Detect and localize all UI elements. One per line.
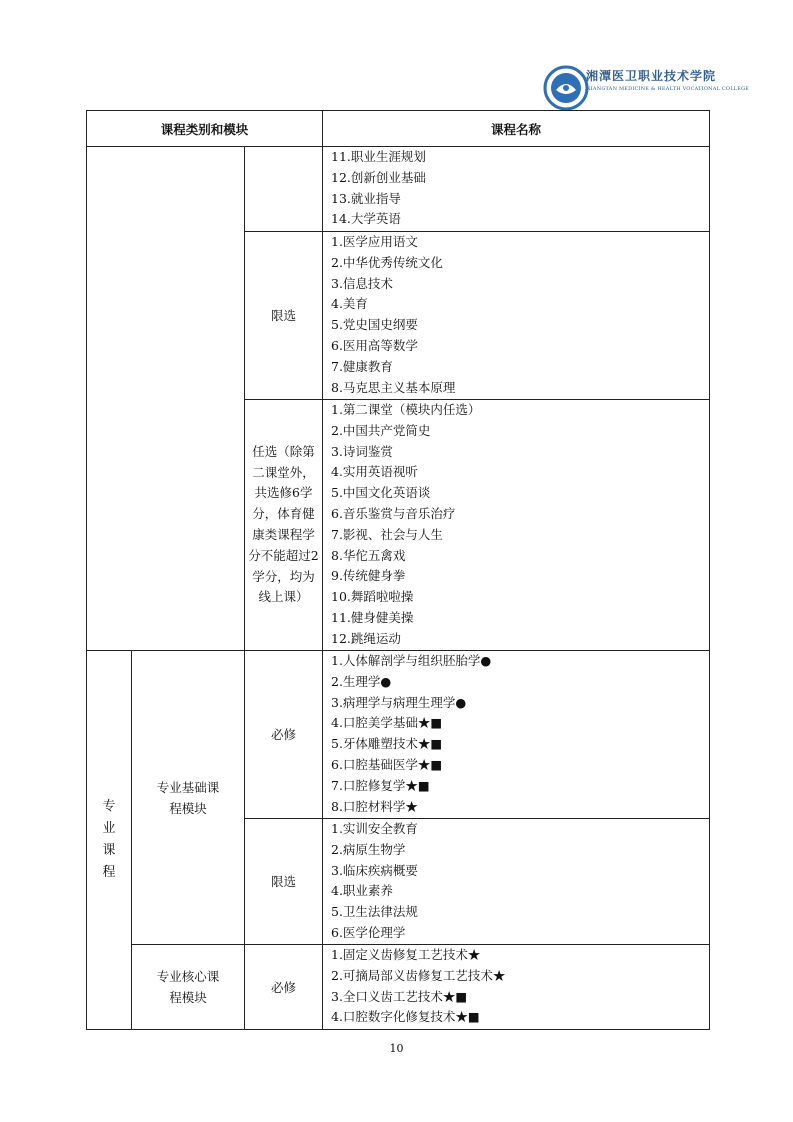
list-item: 3.临床疾病概要 (331, 862, 418, 878)
basic-required-course-list (323, 651, 710, 819)
list-item: 8.口腔材料学★ (331, 798, 418, 814)
list-item: 11.健身健美操 (331, 609, 414, 625)
block2-label: 限选 (245, 232, 323, 400)
list-item: 6.口腔基础医学★■ (331, 756, 443, 772)
list-item: 2.病原生物学 (331, 841, 406, 857)
list-item: 4.口腔美学基础★■ (331, 715, 443, 731)
list-item: 8.华佗五禽戏 (331, 547, 406, 563)
list-item: 5.卫生法律法规 (331, 904, 418, 920)
list-item: 3.诗词鉴赏 (331, 443, 393, 459)
list-item: 9.传统健身拳 (331, 568, 406, 584)
list-item: 10.舞蹈啦啦操 (331, 589, 414, 605)
college-emblem-icon (542, 64, 590, 112)
list-item: 14.大学英语 (331, 211, 401, 227)
list-item: 7.影视、社会与人生 (331, 526, 443, 542)
list-item: 6.医学伦理学 (331, 924, 406, 940)
basic-required-label: 必修 (245, 651, 323, 819)
list-item: 13.就业指导 (331, 190, 401, 206)
major-category: 专业课程 (87, 651, 132, 1030)
module-core: 专业核心课程模块 (132, 945, 245, 1030)
module-basic: 专业基础课程模块 (132, 651, 245, 945)
list-item: 1.固定义齿修复工艺技术★ (331, 947, 481, 962)
list-item: 6.音乐鉴赏与音乐治疗 (331, 505, 456, 521)
table-row (87, 147, 710, 232)
list-item: 12.创新创业基础 (331, 169, 426, 185)
list-item: 4.职业素养 (331, 883, 393, 899)
page-number: 10 (389, 1042, 404, 1055)
basic-limited-label: 限选 (245, 819, 323, 945)
table-header-row (87, 111, 710, 147)
block3-label: 任选（除第二课堂外，共选修6学分，体育健康类课程学分不能超过2学分，均为线上课） (245, 400, 323, 651)
list-item: 3.信息技术 (331, 275, 393, 291)
list-item: 3.病理学与病理生理学● (331, 694, 467, 710)
list-item: 8.马克思主义基本原理 (331, 379, 456, 395)
block2-course-list (323, 232, 710, 400)
list-item: 2.可摘局部义齿修复工艺技术★ (331, 967, 506, 983)
list-item: 2.中华优秀传统文化 (331, 254, 443, 270)
public-category-cell (87, 147, 245, 651)
list-item: 7.口腔修复学★■ (331, 777, 430, 793)
list-item: 5.牙体雕塑技术★■ (331, 736, 443, 752)
list-item: 4.实用英语视听 (331, 464, 418, 480)
list-item: 11.职业生涯规划 (331, 149, 426, 164)
list-item: 4.口腔数字化修复技术★■ (331, 1009, 480, 1025)
list-item: 1.人体解剖学与组织胚胎学● (331, 653, 492, 668)
list-item: 7.健康教育 (331, 358, 393, 374)
table-row (87, 651, 710, 819)
list-item: 12.跳绳运动 (331, 630, 401, 646)
list-item: 4.美育 (331, 296, 368, 312)
list-item: 6.医用高等数学 (331, 337, 418, 353)
basic-limited-course-list (323, 819, 710, 945)
list-item: 1.医学应用语文 (331, 234, 418, 249)
list-item: 5.党史国史纲要 (331, 317, 418, 333)
table-row (87, 945, 710, 1030)
list-item: 3.全口义齿工艺技术★■ (331, 988, 468, 1004)
core-required-course-list (323, 945, 710, 1030)
block1-course-list (323, 147, 710, 232)
school-name: 湘潭医卫职业技术学院 (586, 69, 717, 83)
list-item: 1.第二课堂（模块内任选） (331, 402, 481, 417)
header-course: 课程名称 (323, 111, 710, 147)
list-item: 1.实训安全教育 (331, 821, 418, 836)
header-category: 课程类别和模块 (87, 111, 323, 147)
core-required-label: 必修 (245, 945, 323, 1030)
course-table (86, 110, 710, 1030)
list-item: 2.生理学● (331, 673, 392, 689)
block3-course-list (323, 400, 710, 651)
list-item: 5.中国文化英语谈 (331, 485, 431, 501)
block1-label-cell (245, 147, 323, 232)
list-item: 2.中国共产党简史 (331, 422, 431, 438)
school-name-en: XIANGTAN MEDICINE & HEALTH VOCATIONAL COLLEGE (587, 86, 750, 92)
